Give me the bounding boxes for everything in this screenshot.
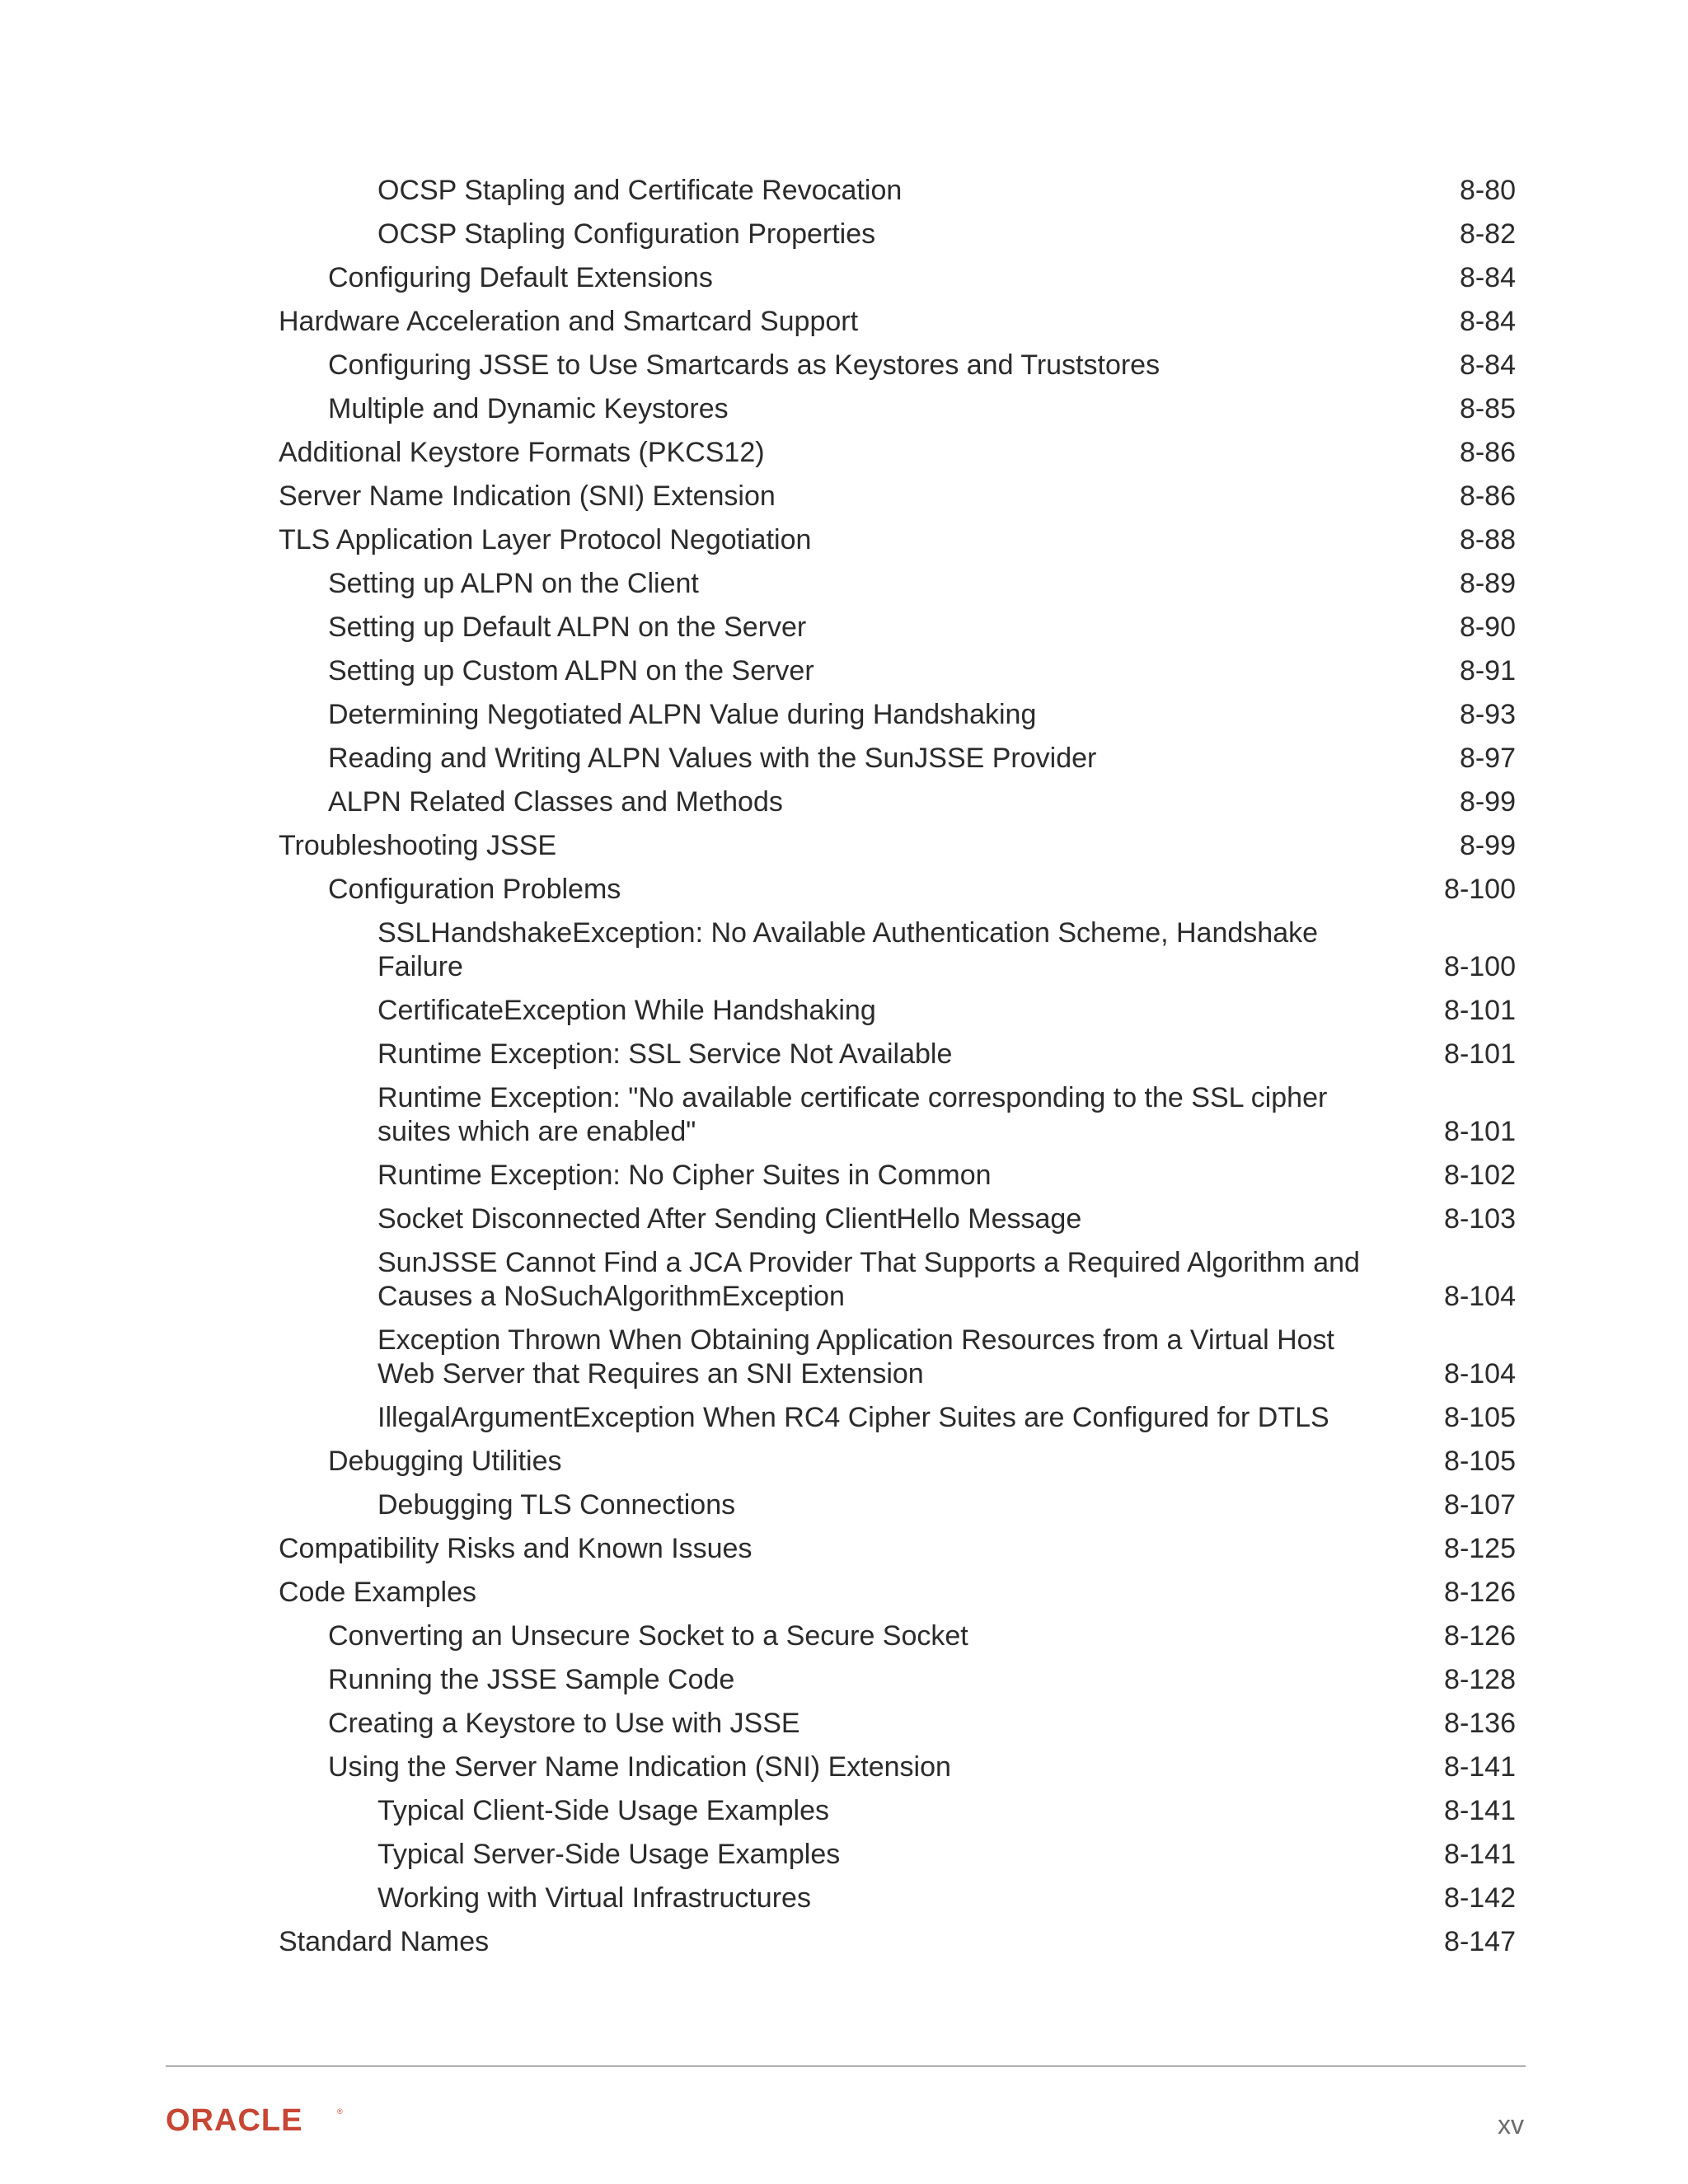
toc-entry-title: OCSP Stapling Configuration Properties [377,218,876,250]
toc-entry-page: 8-125 [1444,1533,1516,1564]
toc-entry-title: Standard Names [279,1926,490,1957]
toc-entry[interactable] [0,261,1688,305]
footer-divider [166,2065,1526,2067]
toc-entry-title: Debugging Utilities [328,1446,562,1477]
toc-entry[interactable] [0,349,1688,392]
toc-entry-title: SunJSSE Cannot Find a JCA Provider That Supports a Required Algorithm and Causes a NoSuchAlgorithmException [377,1247,1360,1312]
toc-entry[interactable] [0,392,1688,436]
toc-entry-page: 8-102 [1444,1160,1516,1191]
toc-entry[interactable] [0,1081,1688,1159]
toc-entry-title: Code Examples [279,1577,477,1608]
toc-entry-title: Running the JSSE Sample Code [328,1664,735,1695]
toc-entry-page: 8-104 [1444,1358,1516,1390]
toc-entry[interactable] [0,1663,1688,1707]
toc-entry-page: 8-93 [1459,699,1516,730]
toc-entry[interactable] [0,436,1688,480]
toc-entry-page: 8-101 [1444,1116,1516,1147]
toc-entry-page: 8-90 [1459,612,1516,643]
toc-entry[interactable] [0,785,1688,829]
toc-entry-title: Exception Thrown When Obtaining Application Resources from a Virtual Host Web Server that Requires an SNI Extension [377,1324,1334,1390]
toc-entry-page: 8-100 [1444,874,1516,905]
toc-entry-page: 8-101 [1444,995,1516,1026]
toc-entry[interactable] [0,742,1688,785]
toc-entry[interactable] [0,1401,1688,1445]
toc-entry-page: 8-126 [1444,1577,1516,1608]
toc-entry[interactable] [0,305,1688,349]
toc-entry[interactable] [0,1202,1688,1246]
table-of-contents [0,174,1688,1969]
toc-entry-title: OCSP Stapling and Certificate Revocation [377,175,903,206]
toc-entry[interactable] [0,1925,1688,1969]
toc-entry[interactable] [0,1707,1688,1750]
toc-entry-page: 8-107 [1444,1489,1516,1521]
toc-entry[interactable] [0,873,1688,916]
toc-entry-title: Runtime Exception: No Cipher Suites in Common [377,1160,992,1191]
toc-entry[interactable] [0,1488,1688,1532]
toc-entry-page: 8-91 [1459,655,1516,687]
toc-entry-title: Setting up ALPN on the Client [328,568,699,599]
toc-entry-title: Multiple and Dynamic Keystores [328,393,729,424]
toc-entry[interactable] [0,523,1688,567]
toc-entry-page: 8-141 [1444,1839,1516,1870]
toc-entry[interactable] [0,1838,1688,1882]
toc-entry-title: Debugging TLS Connections [377,1489,736,1521]
toc-entry-page: 8-103 [1444,1203,1516,1235]
toc-entry-title: Using the Server Name Indication (SNI) Extension [328,1751,951,1783]
toc-entry-title: Converting an Unsecure Socket to a Secure Socket [328,1620,968,1652]
toc-entry-title: SSLHandshakeException: No Available Authentication Scheme, Handshake Failure [377,917,1319,982]
toc-entry[interactable] [0,1038,1688,1081]
toc-entry-page: 8-84 [1459,306,1516,337]
toc-entry-title: Creating a Keystore to Use with JSSE [328,1708,800,1739]
page-number: xv [1498,2110,1524,2139]
toc-entry-title: Additional Keystore Formats (PKCS12) [279,437,765,468]
svg-text:ORACLE: ORACLE [166,2106,303,2135]
toc-entry-page: 8-80 [1459,175,1516,206]
oracle-logo [166,2106,347,2139]
toc-entry-page: 8-147 [1444,1926,1516,1957]
toc-entry-title: Configuring JSSE to Use Smartcards as Keystores and Truststores [328,349,1160,381]
toc-entry-page: 8-136 [1444,1708,1516,1739]
toc-entry-page: 8-84 [1459,349,1516,381]
toc-entry-page: 8-82 [1459,218,1516,250]
toc-entry-title: Typical Server-Side Usage Examples [377,1839,841,1870]
toc-entry-title: IllegalArgumentException When RC4 Cipher Suites are Configured for DTLS [377,1402,1329,1433]
toc-entry[interactable] [0,1750,1688,1794]
toc-entry-title: Compatibility Risks and Known Issues [279,1533,753,1564]
toc-entry-page: 8-85 [1459,393,1516,424]
toc-entry-title: Hardware Acceleration and Smartcard Support [279,306,859,337]
toc-entry[interactable] [0,1246,1688,1324]
toc-entry-page: 8-141 [1444,1795,1516,1826]
toc-entry[interactable] [0,611,1688,654]
toc-entry-title: Server Name Indication (SNI) Extension [279,480,776,512]
svg-text:®: ® [337,2107,343,2116]
toc-entry-title: ALPN Related Classes and Methods [328,786,783,818]
toc-entry[interactable] [0,698,1688,742]
toc-entry[interactable] [0,1576,1688,1619]
toc-entry[interactable] [0,994,1688,1038]
toc-entry[interactable] [0,480,1688,523]
toc-entry-title: Setting up Custom ALPN on the Server [328,655,814,687]
toc-entry[interactable] [0,174,1688,218]
toc-entry-title: Runtime Exception: "No available certificate corresponding to the SSL cipher suites which are enabled" [377,1082,1328,1147]
toc-entry-page: 8-100 [1444,951,1516,982]
toc-entry-title: Reading and Writing ALPN Values with the SunJSSE Provider [328,743,1097,774]
toc-entry[interactable] [0,1532,1688,1576]
toc-entry-title: TLS Application Layer Protocol Negotiation [279,524,812,555]
toc-entry-title: Determining Negotiated ALPN Value during Handshaking [328,699,1037,730]
oracle-logo-icon [166,2106,347,2135]
toc-entry[interactable] [0,1882,1688,1925]
toc-entry[interactable] [0,1445,1688,1488]
toc-entry-page: 8-84 [1459,262,1516,293]
toc-entry[interactable] [0,1794,1688,1838]
toc-entry-page: 8-101 [1444,1038,1516,1070]
toc-entry[interactable] [0,829,1688,873]
toc-entry-title: Typical Client-Side Usage Examples [377,1795,830,1826]
toc-entry-page: 8-97 [1459,743,1516,774]
toc-entry[interactable] [0,654,1688,698]
toc-entry-title: CertificateException While Handshaking [377,995,876,1026]
toc-entry-page: 8-86 [1459,480,1516,512]
toc-entry-page: 8-142 [1444,1882,1516,1914]
toc-entry[interactable] [0,218,1688,261]
toc-entry[interactable] [0,1159,1688,1202]
toc-entry-title: Configuration Problems [328,874,621,905]
toc-entry-title: Runtime Exception: SSL Service Not Available [377,1038,953,1070]
toc-entry[interactable] [0,916,1688,994]
toc-entry-title: Configuring Default Extensions [328,262,713,293]
toc-entry-page: 8-88 [1459,524,1516,555]
toc-entry-page: 8-126 [1444,1620,1516,1652]
toc-entry-page: 8-89 [1459,568,1516,599]
toc-entry-title: Troubleshooting JSSE [279,830,557,861]
toc-entry-page: 8-86 [1459,437,1516,468]
toc-entry-title: Setting up Default ALPN on the Server [328,612,807,643]
toc-entry[interactable] [0,567,1688,611]
toc-entry-page: 8-105 [1444,1446,1516,1477]
toc-entry-page: 8-104 [1444,1281,1516,1312]
toc-entry-page: 8-105 [1444,1402,1516,1433]
toc-entry-page: 8-128 [1444,1664,1516,1695]
toc-entry-title: Socket Disconnected After Sending ClientHello Message [377,1203,1082,1235]
toc-entry-title: Working with Virtual Infrastructures [377,1882,811,1914]
toc-entry[interactable] [0,1619,1688,1663]
toc-entry[interactable] [0,1324,1688,1401]
toc-entry-page: 8-99 [1459,786,1516,818]
toc-entry-page: 8-141 [1444,1751,1516,1783]
toc-entry-page: 8-99 [1459,830,1516,861]
